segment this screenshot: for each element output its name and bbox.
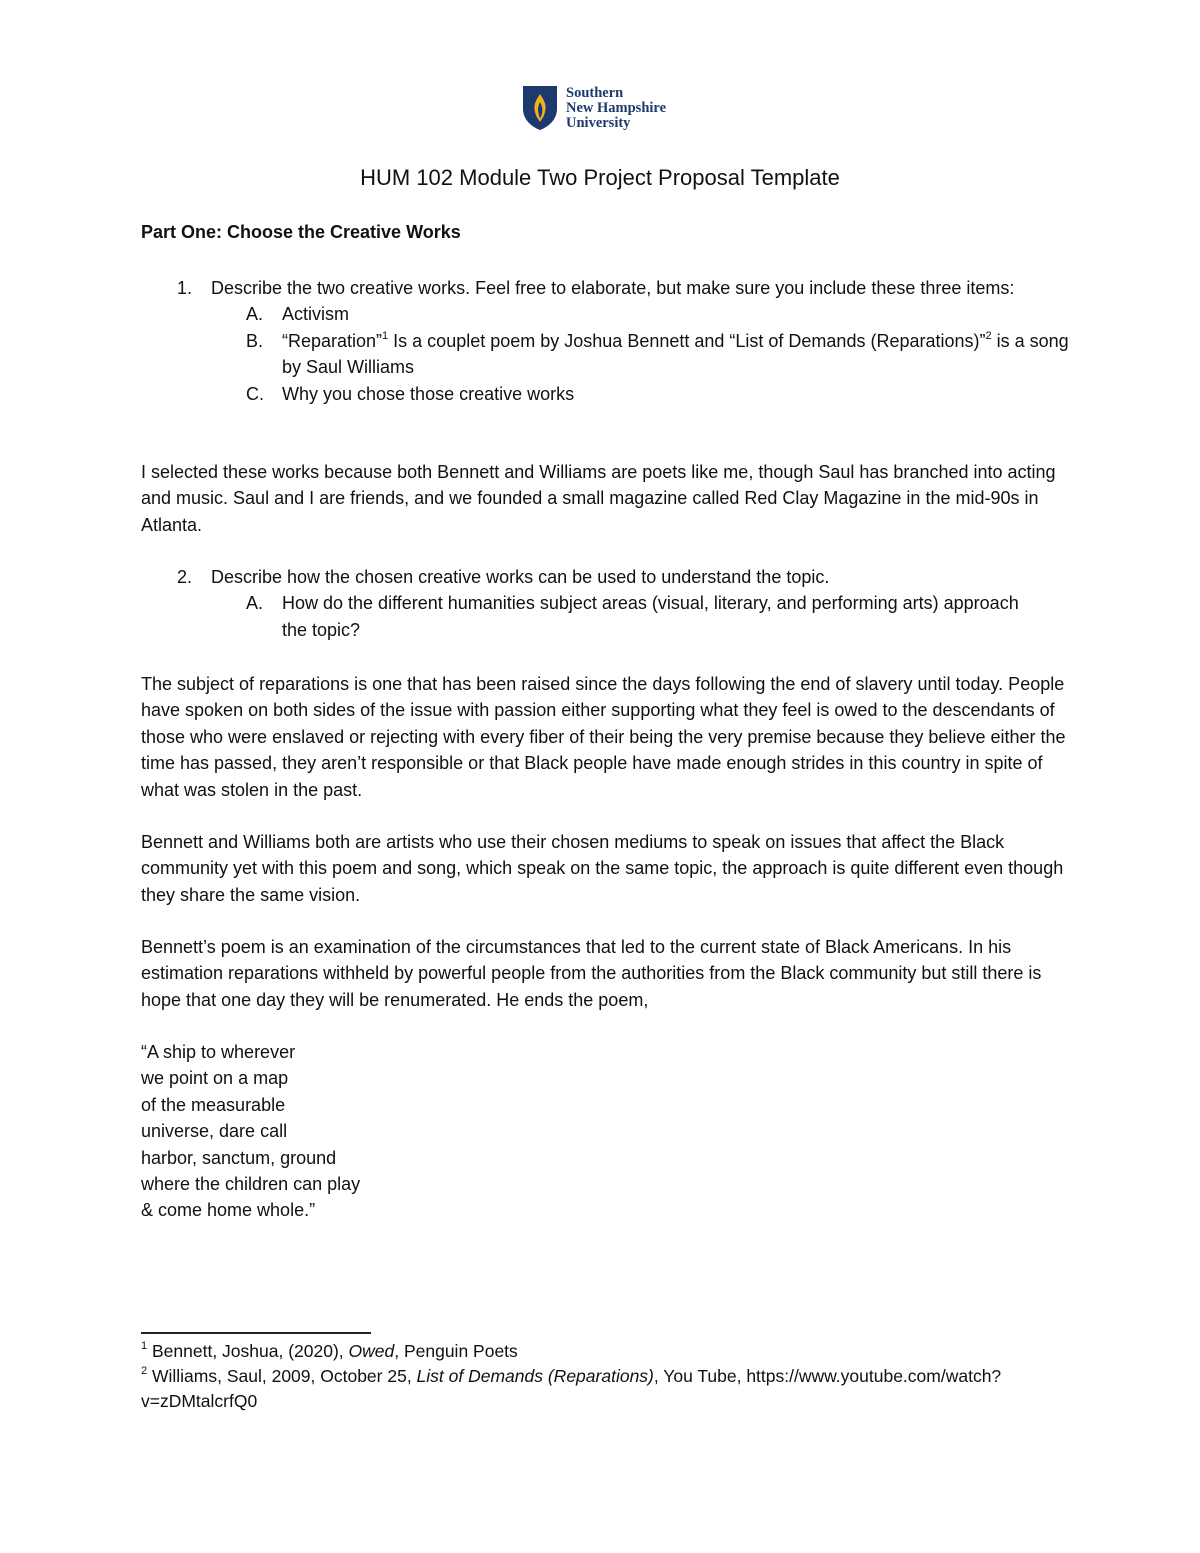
- paragraph-text: Bennett and Williams both are artists who use their chosen mediums to speak on issues that affect the Black community yet with this poem and song, which speak on the same topic, the approach is quite different even though they share the same vision.: [141, 832, 1064, 905]
- list-item-1: [141, 275, 1071, 301]
- list-number: 2.: [177, 567, 193, 587]
- paragraph-text: Bennett’s poem is an examination of the circumstances that led to the current state of Black Americans. In his estimation reparations withheld by powerful people from the authorities from the Black community but still there is hope that one day they will be renumerated. He ends the poem,: [141, 937, 1042, 1010]
- paragraph-text: I selected these works because both Bennett and Williams are poets like me, though Saul has branched into acting and music. Saul and I are friends, and we founded a small magazine called Red Clay Magazine in the mid-90s in Atlanta.: [141, 462, 1056, 535]
- sub-item-a: [141, 301, 1071, 327]
- logo-line-2: New Hampshire: [566, 99, 667, 116]
- poem-line: universe, dare call: [141, 1121, 288, 1142]
- footnote-2: [141, 1364, 1071, 1414]
- paragraph-1: [141, 459, 1071, 538]
- poem-line: & come home whole.”: [141, 1200, 316, 1221]
- logo-line-3: University: [566, 114, 631, 131]
- sub-letter: A.: [246, 593, 264, 614]
- footnote-text: Bennett, Joshua, (2020),: [147, 1341, 349, 1361]
- sub-item-b: [141, 328, 1071, 381]
- footnote-separator: [141, 1332, 371, 1334]
- poem-line: where the children can play: [141, 1174, 361, 1195]
- sub-item-c: [141, 381, 1071, 407]
- footnote-title: Owed: [348, 1341, 395, 1361]
- sub-letter: A.: [246, 304, 264, 325]
- footnote-mark: 2: [141, 1365, 148, 1378]
- document-title: HUM 102 Module Two Project Proposal Template: [360, 165, 840, 190]
- snhu-wordmark: [566, 86, 666, 131]
- footnote-text: Williams, Saul, 2009, October 25,: [147, 1366, 417, 1386]
- paragraph-text: The subject of reparations is one that has been raised since the days following the end of slavery until today. People have spoken on both sides of the issue with passion either supporting what they feel is owed to the descendants of those who were enslaved or rejecting with every fiber of their being the very premise because they believe either the time has passed, they aren’t responsible or that Black people have made enough strides in this country in spite of what was stolen in the past.: [141, 674, 1066, 800]
- paragraph-2: [141, 671, 1071, 803]
- snhu-shield-icon: [522, 85, 558, 131]
- sub-letter: B.: [246, 330, 264, 351]
- sub-item-a: [141, 590, 1071, 643]
- sub-item-text-part-2: Is a couplet poem by Joshua Bennett and “List of Demands (Reparations)”: [388, 330, 986, 351]
- item-2-block: [141, 564, 1071, 643]
- list-number: 1.: [177, 278, 193, 298]
- poem-line: we point on a map: [141, 1068, 289, 1089]
- list-item-text: Describe how the chosen creative works can be used to understand the topic.: [211, 567, 830, 587]
- footnote-ref-2[interactable]: 2: [985, 329, 992, 342]
- poem-quote: [141, 1039, 1071, 1224]
- footnotes: [141, 1339, 1071, 1414]
- item-1-block: [141, 275, 1071, 407]
- footnote-mark: 1: [141, 1340, 148, 1353]
- snhu-logo: [522, 84, 666, 132]
- poem-line: of the measurable: [141, 1094, 286, 1115]
- paragraph-3: [141, 829, 1071, 908]
- paragraph-4: [141, 934, 1071, 1013]
- sub-item-text: Why you chose those creative works: [282, 383, 575, 404]
- sub-letter: C.: [246, 383, 264, 404]
- sub-item-text-part-3: is a song by Saul Williams: [282, 330, 1069, 378]
- sub-item-text: How do the different humanities subject areas (visual, literary, and performing arts) approach the topic?: [282, 593, 1019, 640]
- logo-line-1: Southern: [566, 84, 624, 101]
- poem-line: “A ship to wherever: [141, 1042, 296, 1062]
- sub-item-text-part-1: “Reparation”: [282, 330, 383, 351]
- footnote-1: [141, 1339, 1071, 1364]
- footnote-link-text[interactable]: , You Tube, https://www.youtube.com/watch?v=zDMtalcrfQ0: [141, 1366, 1002, 1411]
- footnote-ref-1[interactable]: 1: [382, 329, 389, 342]
- poem-line: harbor, sanctum, ground: [141, 1147, 337, 1168]
- footnote-text: , Penguin Poets: [394, 1341, 518, 1361]
- list-item-2: [141, 564, 1071, 590]
- footnote-title: List of Demands (Reparations): [416, 1366, 654, 1386]
- list-item-text: Describe the two creative works. Feel free to elaborate, but make sure you include these three items:: [211, 278, 1015, 298]
- part-one-heading: Part One: Choose the Creative Works: [141, 222, 461, 242]
- sub-item-text: Activism: [282, 304, 349, 325]
